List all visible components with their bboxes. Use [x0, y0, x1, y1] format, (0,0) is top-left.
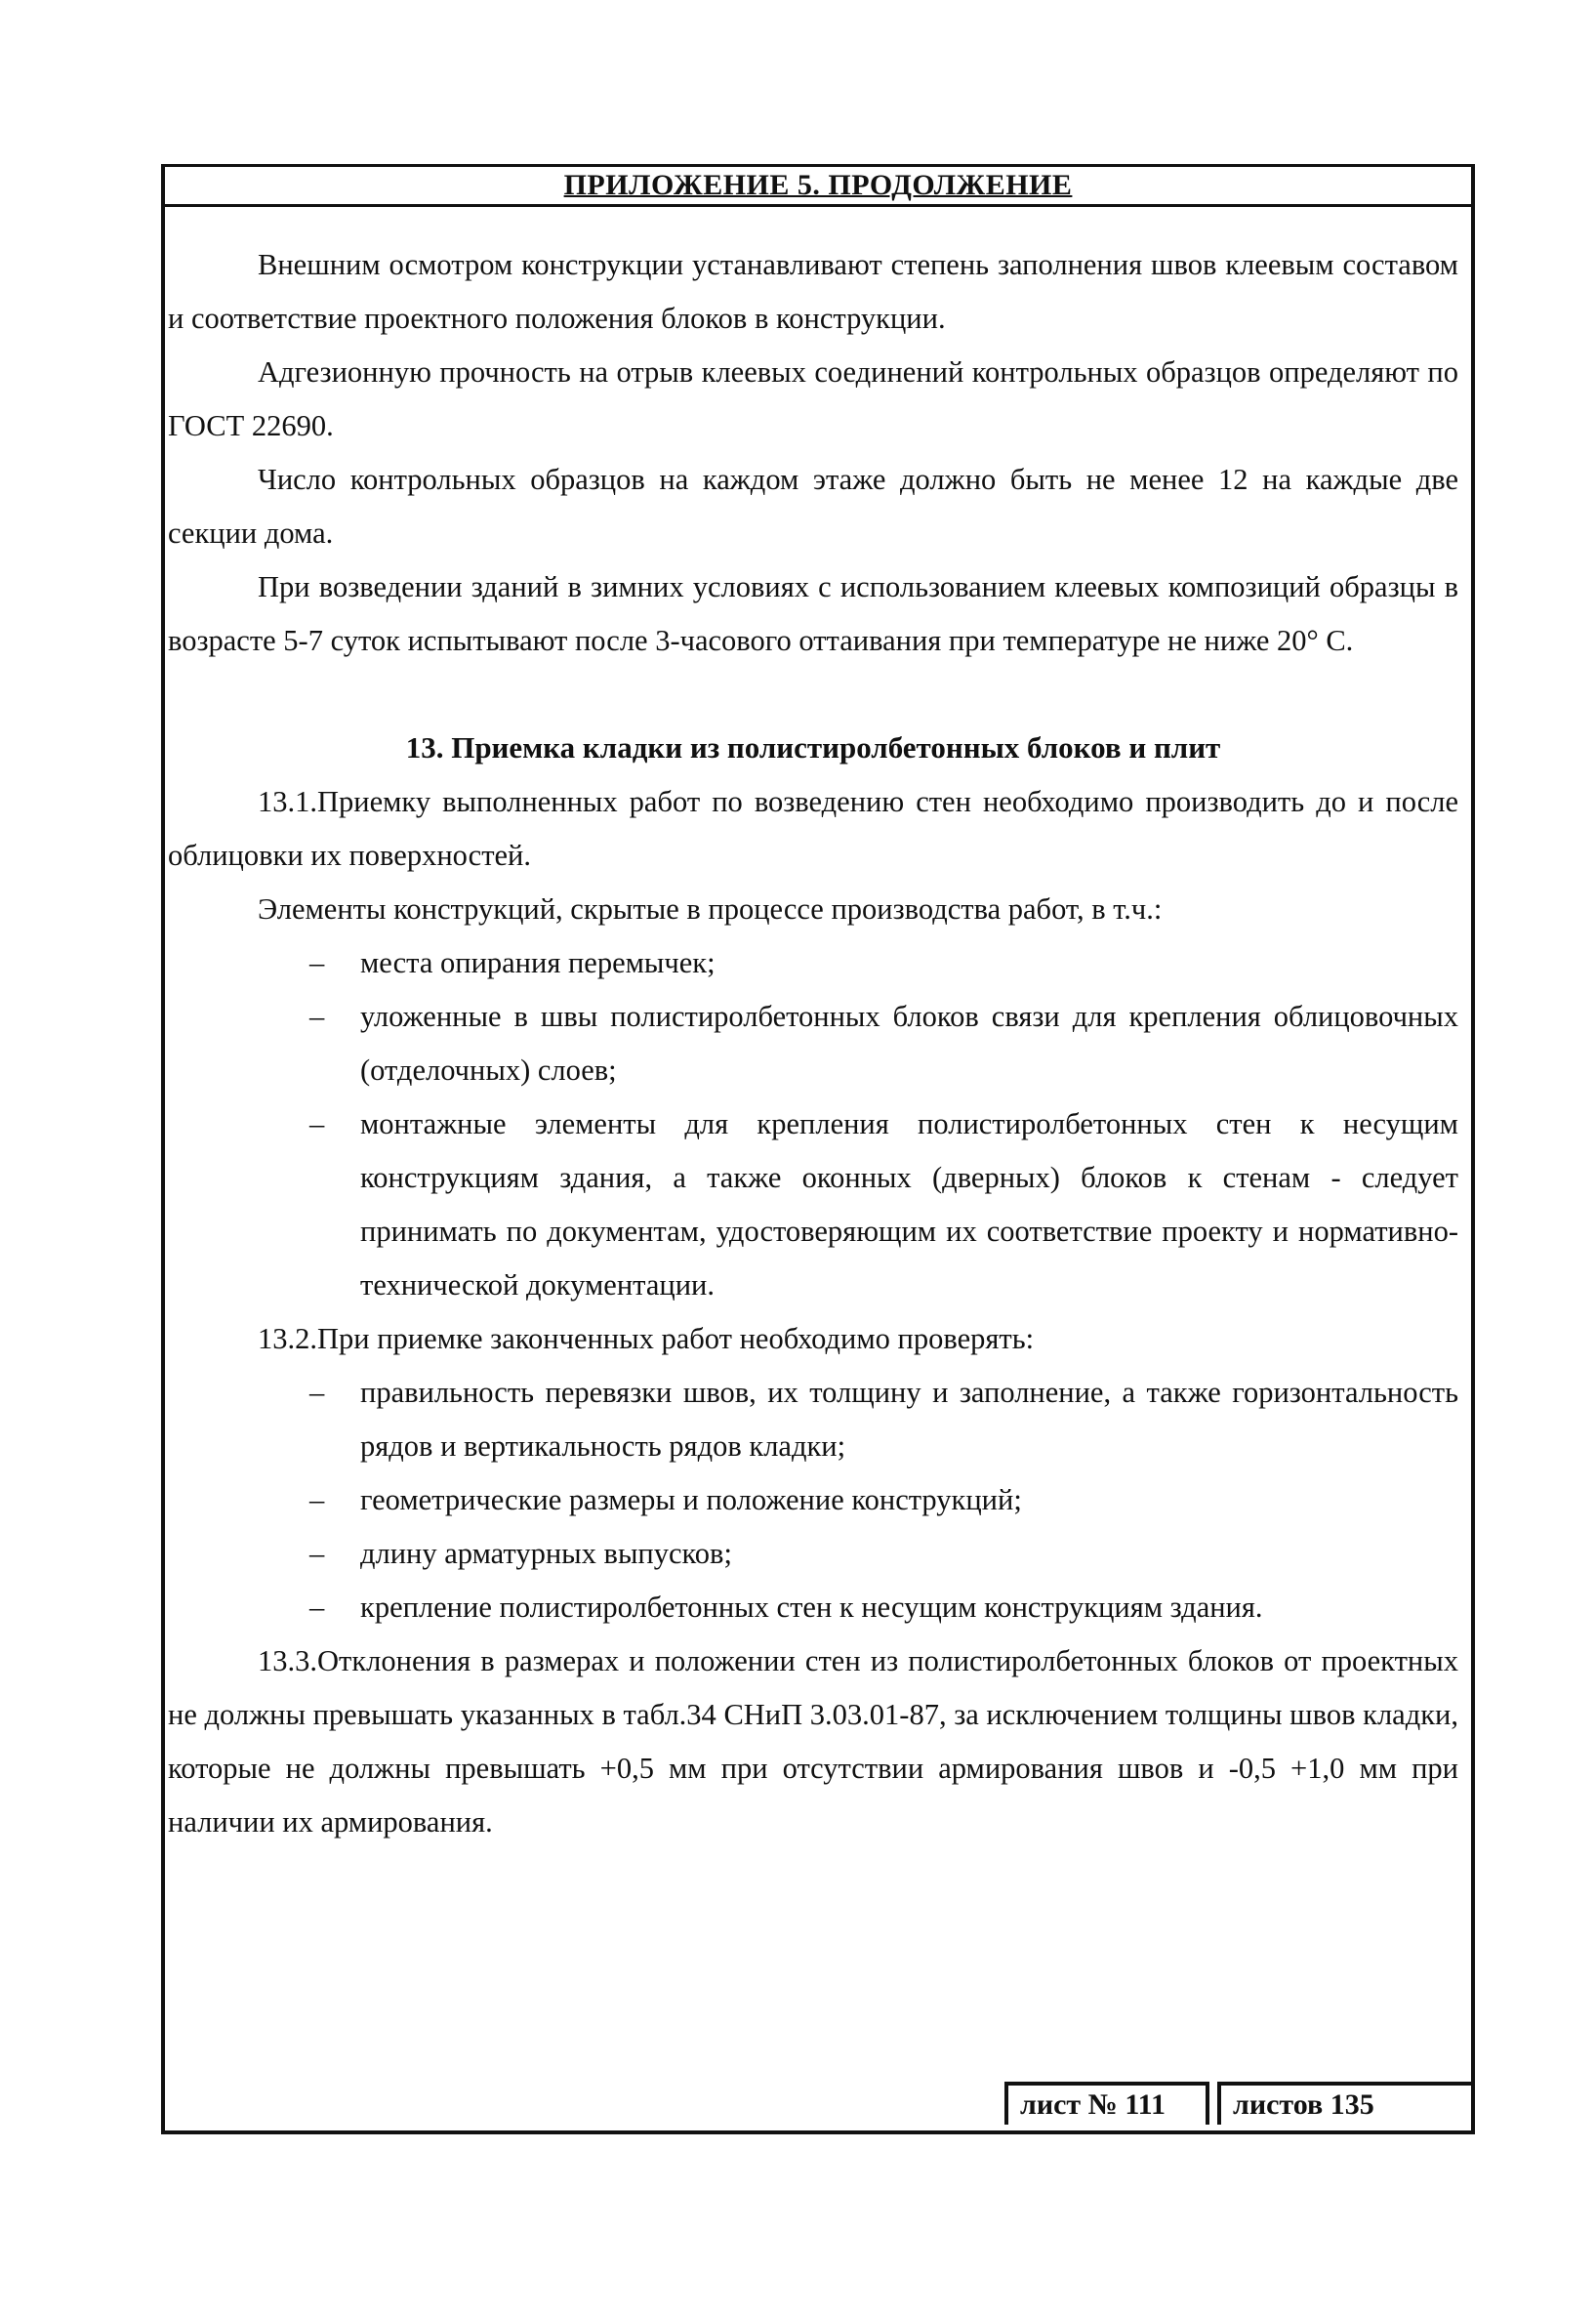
intro-paragraph: Внешним осмотром конструкции устанавливают степень заполнения швов клеевым составом и соответствие проектного положения блоков в конструкции.	[168, 248, 1458, 335]
header-title: ПРИЛОЖЕНИЕ 5. ПРОДОЛЖЕНИЕ	[563, 169, 1073, 201]
list-item	[168, 1366, 1458, 1473]
dash-marker: –	[309, 1591, 325, 1624]
page-header	[161, 168, 1475, 203]
list-item-text: длину арматурных выпусков;	[360, 1537, 732, 1570]
header-divider	[161, 204, 1475, 207]
spacer	[168, 668, 1458, 721]
hidden-elements-list	[168, 936, 1458, 1312]
sheet-number: лист № 111	[1004, 2082, 1209, 2125]
list-item-text: места опирания перемычек;	[360, 946, 716, 979]
list-item	[168, 990, 1458, 1097]
document-body	[168, 238, 1458, 1849]
hidden-elements-intro: Элементы конструкций, скрытые в процессе производства работ, в т.ч.:	[258, 892, 1163, 926]
list-item	[168, 1527, 1458, 1581]
list-item-text: уложенные в швы полистиролбетонных блоков связи для крепления облицовочных (отделочных) слоев;	[360, 1000, 1458, 1087]
list-item-text: правильность перевязки швов, их толщину и заполнение, а также горизонтальность рядов и вертикальность рядов кладки;	[360, 1376, 1458, 1463]
intro-paragraph: При возведении зданий в зимних условиях с использованием клеевых композиций образцы в возрасте 5-7 суток испытывают после 3-часового оттаивания при температуре не ниже 20° С.	[168, 570, 1458, 657]
list-item-text: крепление полистиролбетонных стен к несущим конструкциям здания.	[360, 1591, 1263, 1624]
sheet-total: листов 135	[1217, 2082, 1475, 2125]
list-item	[168, 936, 1458, 990]
intro-paragraph: Адгезионную прочность на отрыв клеевых соединений контрольных образцов определяют по ГОСТ 22690.	[168, 355, 1458, 442]
list-item	[168, 1581, 1458, 1634]
dash-marker: –	[309, 1483, 325, 1516]
list-item-text: геометрические размеры и положение конструкций;	[360, 1483, 1022, 1516]
list-item	[168, 1097, 1458, 1312]
paragraph-13-2: 13.2.При приемке законченных работ необходимо проверять:	[258, 1322, 1035, 1355]
dash-marker: –	[309, 1537, 325, 1570]
section-title: 13. Приемка кладки из полистиролбетонных блоков и плит	[405, 730, 1221, 765]
paragraph-13-1: 13.1.Приемку выполненных работ по возведению стен необходимо производить до и после облицовки их поверхностей.	[168, 785, 1458, 872]
dash-marker: –	[309, 1107, 325, 1140]
list-item	[168, 1473, 1458, 1527]
paragraph-13-3: 13.3.Отклонения в размерах и положении стен из полистиролбетонных блоков от проектных не должны превышать указанных в табл.34 СНиП 3.03.01-87, за исключением толщины швов кладки, которые не должны превышать +0,5 мм при отсутствии армирования швов и -0,5 +1,0 мм при наличии их армирования.	[168, 1644, 1458, 1839]
dash-marker: –	[309, 1376, 325, 1409]
intro-paragraph: Число контрольных образцов на каждом этаже должно быть не менее 12 на каждые две секции дома.	[168, 463, 1458, 550]
check-list	[168, 1366, 1458, 1634]
dash-marker: –	[309, 946, 325, 979]
list-item-text: монтажные элементы для крепления полистиролбетонных стен к несущим конструкциям здания, а также оконных (дверных) блоков к стенам - следует принимать по документам, удостоверяющим их соответствие проекту и нормативно-технической документации.	[360, 1107, 1458, 1302]
dash-marker: –	[309, 1000, 325, 1033]
